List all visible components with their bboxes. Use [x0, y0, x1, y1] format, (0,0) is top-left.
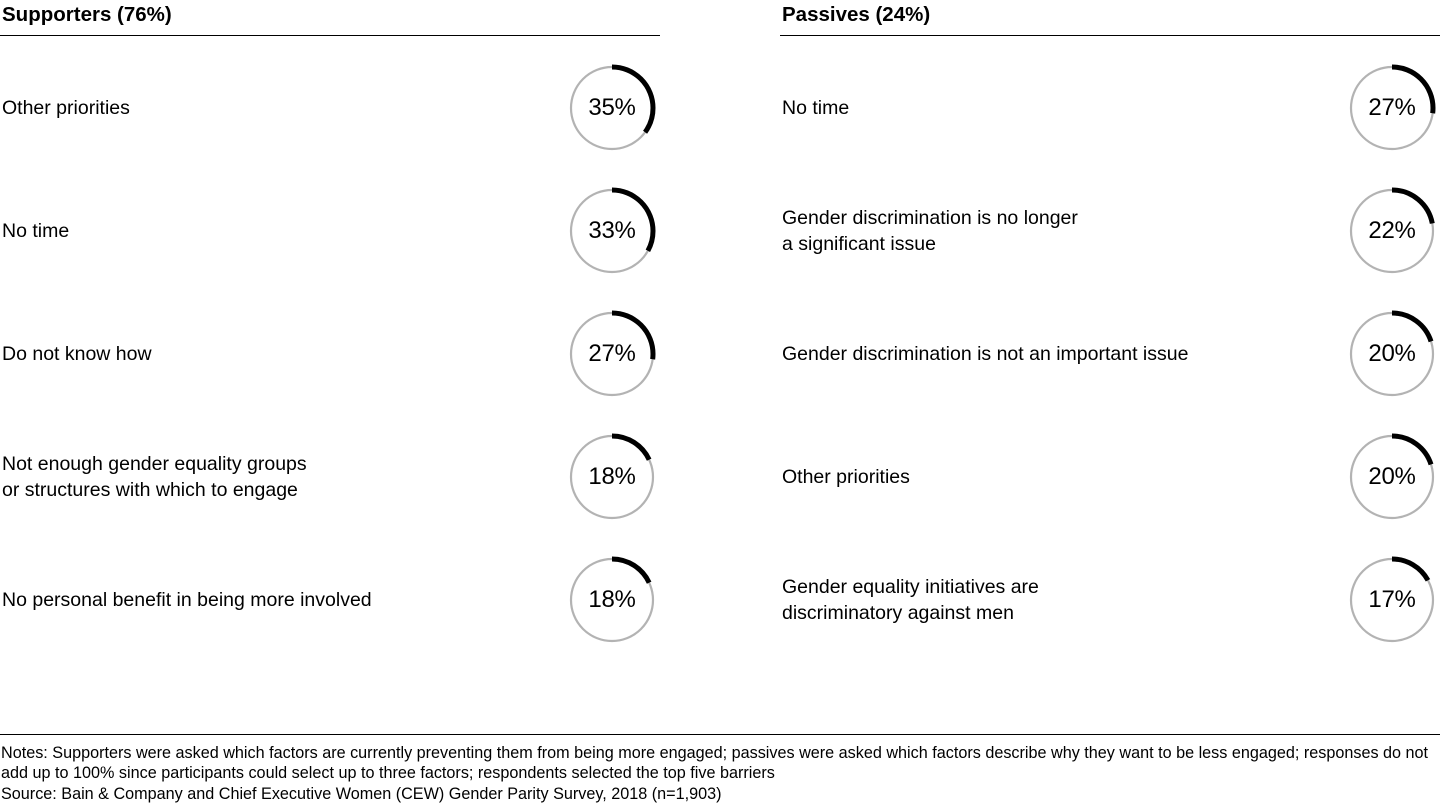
- row-label: [780, 95, 849, 121]
- footer-notes: Notes: Supporters were asked which factors are currently preventing them from being more engaged; passives were asked which factors describe why they want to be less engaged; responses do not add up to 100% since participants could select up to three factors; respondents selected the top five barriers: [1, 744, 1429, 782]
- row-label: [0, 587, 372, 613]
- row-label-line1: Gender discrimination is no longer: [782, 206, 1078, 229]
- donut-gauge: [1348, 187, 1436, 275]
- chart-row: [0, 292, 660, 415]
- row-label: [780, 574, 1039, 626]
- donut-value: 20%: [1368, 462, 1416, 490]
- row-label-line1: No time: [2, 219, 70, 242]
- chart-row: [0, 538, 660, 661]
- row-label: [780, 464, 910, 490]
- donut-gauge: [1348, 310, 1436, 398]
- donut-gauge: [568, 556, 656, 644]
- donut-value: 35%: [588, 93, 636, 121]
- panel-passives: [780, 0, 1440, 661]
- donut-value: 27%: [588, 339, 636, 367]
- donut-gauge: [1348, 556, 1436, 644]
- chart-footer: [0, 734, 1440, 804]
- row-label-line1: Other priorities: [2, 96, 130, 119]
- row-label-line2: discriminatory against men: [782, 601, 1014, 624]
- panel-title-passives: Passives (24%): [782, 3, 931, 26]
- rows-supporters: [0, 46, 660, 661]
- donut-value: 33%: [588, 216, 636, 244]
- row-label: [780, 341, 1188, 367]
- chart-row: [0, 415, 660, 538]
- footer-notes-block: [0, 743, 1440, 804]
- chart-row: [780, 415, 1440, 538]
- chart-row: [0, 46, 660, 169]
- donut-gauge: [568, 187, 656, 275]
- row-label-line1: Other priorities: [782, 465, 910, 488]
- row-label: [0, 451, 307, 503]
- donut-value: 22%: [1368, 216, 1416, 244]
- panel-supporters: [0, 0, 660, 661]
- panel-title-supporters: Supporters (76%): [2, 3, 172, 26]
- row-label: [0, 341, 152, 367]
- row-label: [0, 218, 69, 244]
- donut-value: 17%: [1368, 585, 1416, 613]
- footer-source: Source: Bain & Company and Chief Executive Women (CEW) Gender Parity Survey, 2018 (n=1,903): [1, 785, 722, 803]
- row-label-line2: or structures with which to engage: [2, 478, 298, 501]
- donut-gauge: [568, 310, 656, 398]
- rows-passives: [780, 46, 1440, 661]
- chart-row: [780, 169, 1440, 292]
- chart-row: [780, 292, 1440, 415]
- row-label-line1: Not enough gender equality groups: [2, 452, 307, 475]
- row-label-line1: No time: [782, 96, 850, 119]
- footer-divider: [0, 734, 1440, 735]
- row-label-line1: No personal benefit in being more involved: [2, 588, 372, 611]
- row-label-line1: Gender discrimination is not an important issue: [782, 342, 1189, 365]
- donut-value: 27%: [1368, 93, 1416, 121]
- donut-gauge: [1348, 433, 1436, 521]
- donut-value: 20%: [1368, 339, 1416, 367]
- donut-value: 18%: [588, 585, 636, 613]
- chart-row: [780, 538, 1440, 661]
- donut-gauge: [1348, 64, 1436, 152]
- chart-row: [780, 46, 1440, 169]
- row-label: [0, 95, 130, 121]
- panel-divider: [0, 35, 660, 36]
- row-label-line1: Gender equality initiatives are: [782, 575, 1039, 598]
- chart-row: [0, 169, 660, 292]
- donut-value: 18%: [588, 462, 636, 490]
- donut-gauge: [568, 64, 656, 152]
- panel-divider: [780, 35, 1440, 36]
- row-label: [780, 205, 1078, 257]
- donut-gauge: [568, 433, 656, 521]
- row-label-line2: a significant issue: [782, 232, 936, 255]
- row-label-line1: Do not know how: [2, 342, 152, 365]
